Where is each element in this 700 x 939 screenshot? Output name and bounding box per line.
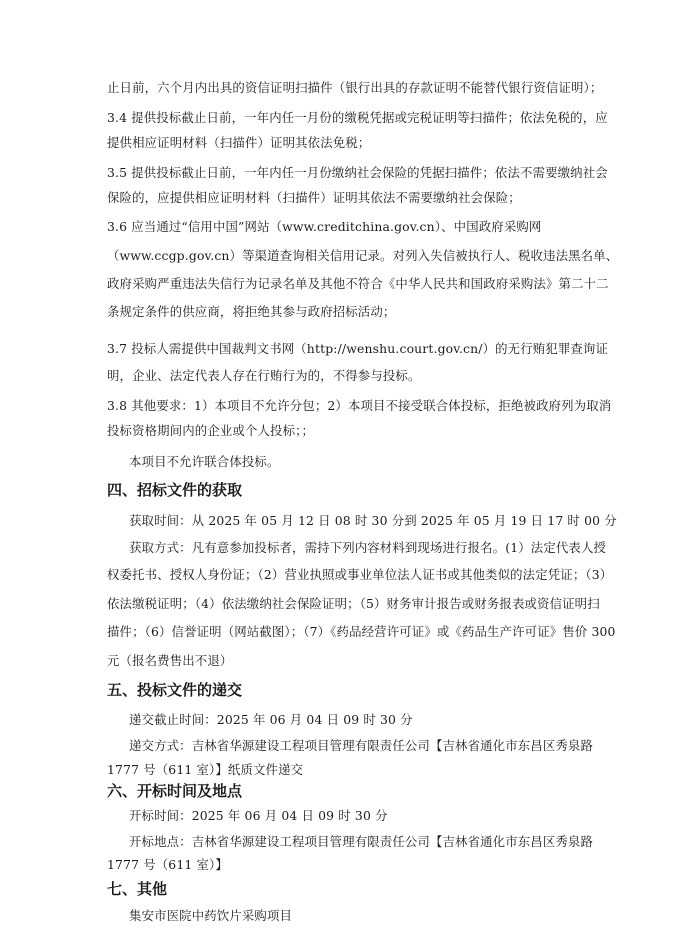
section-heading: 六、开标时间及地点 (107, 782, 243, 800)
text-line: 开标地点：吉林省华源建设工程项目管理有限责任公司【吉林省通化市东昌区秀泉路 (129, 834, 594, 849)
text-line: 保险的，应提供相应证明材料（扫描件）证明其依法不需要缴纳社会保险； (107, 190, 521, 205)
text-line: 1777 号（611 室）】纸质文件递交 (107, 762, 304, 777)
text-line: 止日前，六个月内出具的资信证明扫描件（银行出具的存款证明不能替代银行资信证明）； (107, 80, 603, 95)
text-line: （www.ccgp.gov.cn）等渠道查询相关信用记录。对列入失信被执行人、税收违法黑名单、 (107, 248, 619, 263)
text-line: 获取方式：凡有意参加投标者，需持下列内容材料到现场进行报名。(1）法定代表人授 (129, 540, 607, 555)
text-line: 集安市医院中药饮片采购项目 (129, 908, 293, 923)
text-line: 3.5 提供投标截止日前，一年内任一月份缴纳社会保险的凭据扫描件；依法不需要缴纳社会 (107, 165, 608, 180)
text-line: 3.6 应当通过“信用中国”网站（www.creditchina.gov.cn）、中国政府采购网 (107, 219, 542, 234)
text-line: 权委托书、授权人身份证；（2）营业执照或事业单位法人证书或其他类似的法定凭证；（3） (107, 567, 613, 582)
text-line: 递交截止时间：2025 年 06 月 04 日 09 时 30 分 (129, 712, 413, 727)
section-heading: 七、其他 (107, 880, 168, 898)
text-line: 本项目不允许联合体投标。 (129, 454, 280, 469)
text-line: 3.8 其他要求：1）本项目不允许分包；2）本项目不接受联合体投标，拒绝被政府列为取消 (107, 398, 612, 413)
text-line: 获取时间：从 2025 年 05 月 12 日 08 时 30 分到 2025 年 05 月 19 日 17 时 00 分 (129, 513, 617, 528)
text-line: 1777 号（611 室）】 (107, 857, 228, 872)
text-line: 开标时间：2025 年 06 月 04 日 09 时 30 分 (129, 808, 388, 823)
text-line: 明，企业、法定代表人存在行贿行为的，不得参与投标。 (107, 368, 421, 383)
text-line: 描件；（6）信誉证明（网站截图）；（7）《药品经营许可证》或《药品生产许可证》售价 300 (107, 624, 616, 639)
text-line: 政府采购严重违法失信行为记录名单及其他不符合《中华人民共和国政府采购法》第二十二 (107, 276, 609, 291)
section-heading: 四、招标文件的获取 (107, 481, 243, 499)
section-heading: 五、投标文件的递交 (107, 681, 243, 699)
text-line: 递交方式：吉林省华源建设工程项目管理有限责任公司【吉林省通化市东昌区秀泉路 (129, 738, 594, 753)
text-line: 提供相应证明材料（扫描件）证明其依法免税； (107, 135, 371, 150)
text-line: 投标资格期间内的企业或个人投标；； (107, 423, 314, 438)
text-line: 依法缴税证明；（4）依法缴纳社会保险证明；（5）财务审计报告或财务报表或资信证明扫 (107, 596, 600, 611)
text-line: 3.7 投标人需提供中国裁判文书网（http://wenshu.court.gov.cn/）的无行贿犯罪查询证 (107, 341, 609, 356)
text-line: 3.4 提供投标截止日前，一年内任一月份的缴税凭据或完税证明等扫描件；依法免税的，应 (107, 110, 608, 125)
text-line: 元（报名费售出不退） (107, 653, 233, 668)
text-line: 条规定条件的供应商，将拒绝其参与政府招标活动； (107, 304, 396, 319)
